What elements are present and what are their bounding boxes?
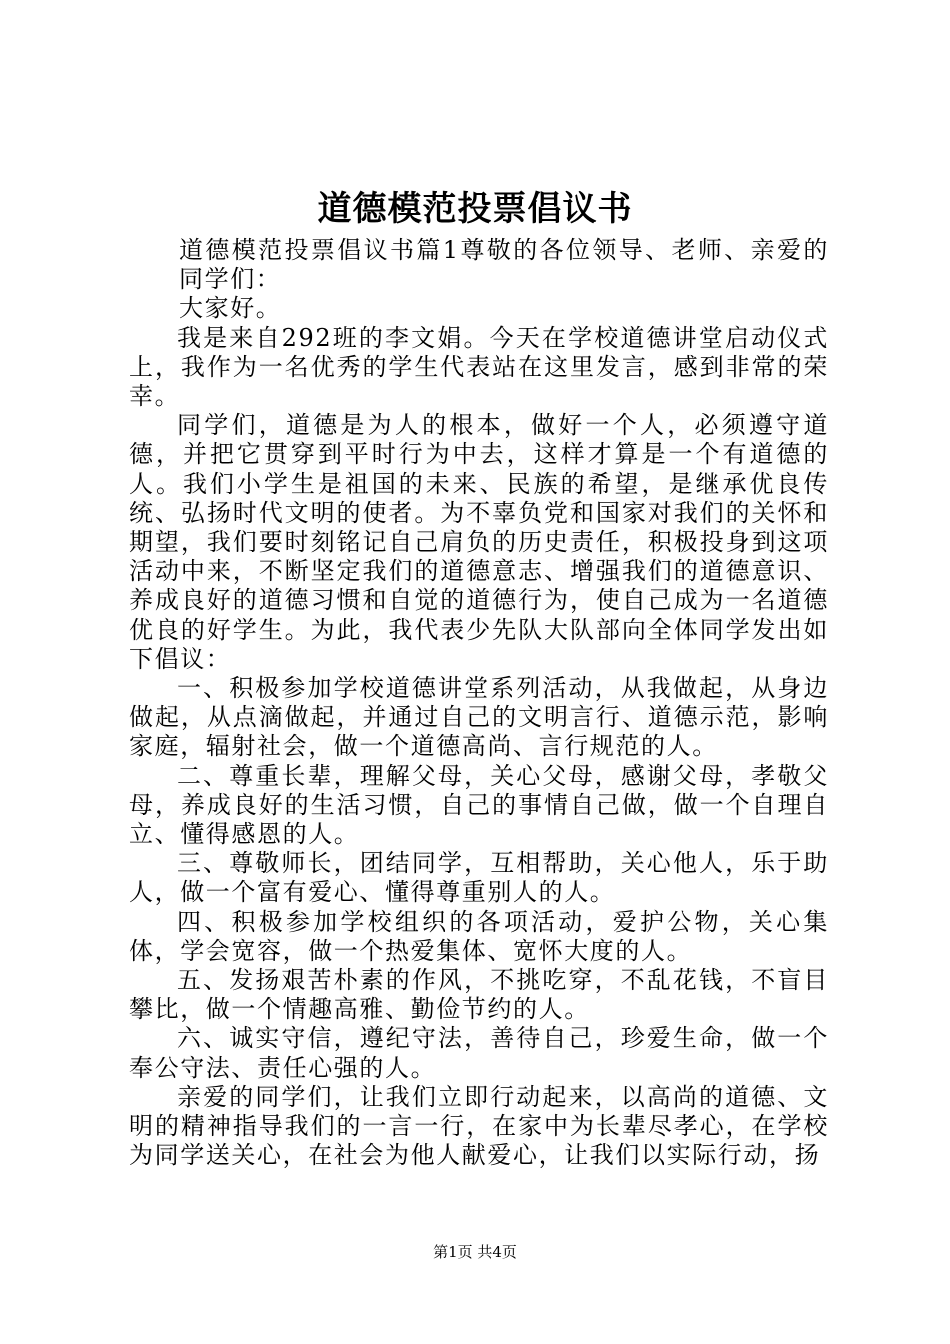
paragraph-proposal-5: 五、发扬艰苦朴素的作风，不挑吃穿，不乱花钱，不盲目攀比，做一个情趣高雅、勤俭节约的人。 — [129, 966, 829, 1024]
paragraph-closing: 亲爱的同学们，让我们立即行动起来，以高尚的道德、文明的精神指导我们的一言一行，在家中为长辈尽孝心，在学校为同学送关心，在社会为他人献爱心，让我们以实际行动，扬 — [129, 1082, 829, 1170]
paragraph-proposal-4: 四、积极参加学校组织的各项活动，爱护公物，关心集体，学会宽容，做一个热爱集体、宽怀大度的人。 — [129, 907, 829, 965]
page-number-footer: 第1页 共4页 — [433, 1243, 517, 1261]
paragraph-proposal-3: 三、尊敬师长，团结同学，互相帮助，关心他人，乐于助人，做一个富有爱心、懂得尊重别人的人。 — [129, 849, 829, 907]
document-body — [129, 236, 829, 1171]
paragraph-greeting: 大家好。 — [179, 294, 282, 323]
paragraph-proposal-2: 二、尊重长辈，理解父母，关心父母，感谢父母，孝敬父母，养成良好的生活习惯，自己的事情自己做，做一个自理自立、懂得感恩的人。 — [129, 761, 829, 849]
paragraph-proposal-1: 一、积极参加学校道德讲堂系列活动，从我做起，从身边做起，从点滴做起，并通过自己的文明言行、道德示范，影响家庭，辐射社会，做一个道德高尚、言行规范的人。 — [129, 674, 829, 761]
paragraph-proposal-6: 六、诚实守信，遵纪守法，善待自己，珍爱生命，做一个奉公守法、责任心强的人。 — [129, 1024, 829, 1082]
paragraph-main: 同学们，道德是为人的根本，做好一个人，必须遵守道德，并把它贯穿到平时行为中去，这样才算是一个有道德的人。我们小学生是祖国的未来、民族的希望，是继承优良传统、弘扬时代文明的使者。为不辜负党和国家对我们的关怀和期望，我们要时刻铭记自己肩负的历史责任，积极投身到这项活动中来，不断坚定我们的道德意志、增强我们的道德意识、养成良好的道德习惯和自觉的道德行为，使自己成为一名道德优良的好学生。为此，我代表少先队大队部向全体同学发出如下倡议： — [129, 411, 829, 673]
document-title: 道德模范投票倡议书 — [317, 189, 633, 229]
paragraph-opening: 道德模范投票倡议书篇1尊敬的各位领导、老师、亲爱的同学们： — [179, 236, 829, 294]
paragraph-introduction: 我是来自292班的李文娟。今天在学校道德讲堂启动仪式上，我作为一名优秀的学生代表站在这里发言，感到非常的荣幸。 — [129, 323, 829, 411]
